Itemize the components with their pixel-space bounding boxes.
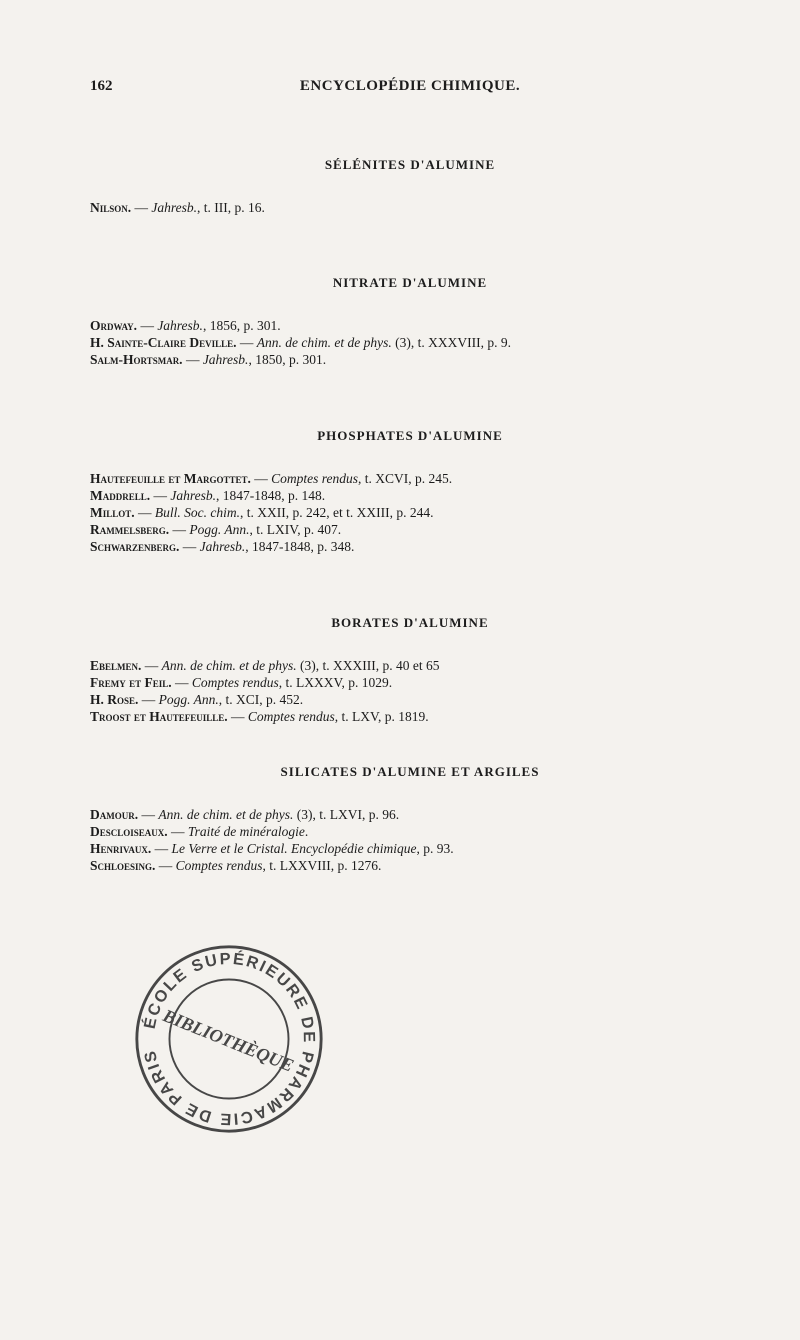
entry-reference: Ann. de chim. et de phys. xyxy=(158,807,294,822)
entry-separator: — xyxy=(138,692,159,707)
stamp-center-text: BIBLIOTHÈQUE xyxy=(160,1005,297,1076)
entry-author: H. Rose. xyxy=(90,692,139,707)
entry-author: Schloesing. xyxy=(90,858,156,873)
entry-separator: — xyxy=(250,471,272,486)
entry-reference: Le Verre et le Cristal. Encyclopédie chimique xyxy=(171,841,417,856)
entry-detail: , p. 93. xyxy=(416,841,454,856)
entry-author: Descloiseaux. xyxy=(90,824,168,839)
section-nitrate xyxy=(90,275,730,368)
entry-detail: (3), t. LXVI, p. 96. xyxy=(293,807,400,822)
bib-entry xyxy=(90,857,730,874)
entry-separator: — xyxy=(155,858,176,873)
bib-entry xyxy=(90,538,730,555)
bib-entry xyxy=(90,674,730,691)
entry-reference: Comptes rendus xyxy=(247,709,335,724)
entry-reference: Jahresb. xyxy=(199,539,246,554)
entry-author: Fremy et Feil. xyxy=(90,675,172,690)
bib-entry xyxy=(90,504,730,521)
entry-detail: , t. LXXXV, p. 1029. xyxy=(278,675,393,690)
entry-detail: , t. LXV, p. 1819. xyxy=(334,709,429,724)
section-title: SÉLÉNITES D'ALUMINE xyxy=(324,157,496,172)
entry-author: Troost et Hautefeuille. xyxy=(90,709,228,724)
entry-author: H. Sainte-Claire Deville. xyxy=(90,335,237,350)
bib-entry xyxy=(90,823,730,840)
running-title: ENCYCLOPÉDIE CHIMIQUE. xyxy=(299,78,521,94)
entry-reference: Comptes rendus xyxy=(271,471,359,486)
entry-reference: Jahresb. xyxy=(157,318,203,333)
bib-entry xyxy=(90,317,730,334)
entry-author: Hautefeuille et Margottet. xyxy=(90,471,251,486)
bib-entry xyxy=(90,334,730,351)
entry-detail: (3), t. XXXVIII, p. 9. xyxy=(391,335,511,350)
bib-entry xyxy=(90,840,730,857)
bib-entry xyxy=(90,691,730,708)
entry-author: Damour. xyxy=(90,807,139,822)
entry-detail: , t. LXIV, p. 407. xyxy=(249,522,342,537)
section-title: PHOSPHATES D'ALUMINE xyxy=(317,428,503,443)
bib-entry xyxy=(90,657,730,674)
bib-entry xyxy=(90,487,730,504)
entry-separator: — xyxy=(137,318,158,333)
entry-detail: . xyxy=(304,824,309,839)
entry-detail: , t. III, p. 16. xyxy=(197,200,265,215)
entry-detail: (3), t. XXXIII, p. 40 et 65 xyxy=(296,658,440,673)
entry-separator: — xyxy=(138,807,159,822)
entry-reference: Jahresb. xyxy=(151,200,198,215)
entry-author: Rammelsberg. xyxy=(90,522,170,537)
section-phosphates xyxy=(90,428,730,555)
section-title: NITRATE D'ALUMINE xyxy=(332,275,488,290)
entry-author: Maddrell. xyxy=(90,488,151,503)
stamp-ring-text: ÉCOLE SUPÉRIEURE DE PHARMACIE DE PARIS xyxy=(140,949,318,1129)
bib-entry xyxy=(90,521,730,538)
entry-detail: , 1847-1848, p. 148. xyxy=(216,488,326,503)
bib-entry xyxy=(90,199,730,216)
entry-author: Ebelmen. xyxy=(90,658,142,673)
entry-reference: Pogg. Ann. xyxy=(189,522,250,537)
page-header xyxy=(90,78,730,102)
entry-detail: , 1847-1848, p. 348. xyxy=(245,539,355,554)
entry-separator: — xyxy=(141,658,162,673)
entry-separator: — xyxy=(236,335,257,350)
section-title: BORATES D'ALUMINE xyxy=(331,615,489,630)
entry-separator: — xyxy=(167,824,188,839)
entry-detail: , t. XCI, p. 452. xyxy=(218,692,304,707)
entry-reference: Comptes rendus xyxy=(191,675,279,690)
section-silicates xyxy=(90,764,730,874)
entry-detail: , t. XXII, p. 242, et t. XXIII, p. 244. xyxy=(240,505,434,520)
page-number: 162 xyxy=(90,78,113,94)
library-stamp xyxy=(133,943,325,1135)
entry-separator: — xyxy=(131,200,152,215)
entry-author: Henrivaux. xyxy=(90,841,152,856)
entry-separator: — xyxy=(171,675,192,690)
entry-reference: Comptes rendus xyxy=(175,858,263,873)
entry-reference: Ann. de chim. et de phys. xyxy=(256,335,392,350)
entry-author: Millot. xyxy=(90,505,135,520)
entry-author: Nilson. xyxy=(90,200,132,215)
bib-entry xyxy=(90,806,730,823)
entry-reference: Ann. de chim. et de phys. xyxy=(161,658,297,673)
entry-reference: Traité de minéralogie xyxy=(187,824,305,839)
section-selenites xyxy=(90,157,730,216)
entry-separator: — xyxy=(182,352,203,367)
section-borates xyxy=(90,615,730,725)
entry-separator: — xyxy=(134,505,155,520)
entry-author: Ordway. xyxy=(90,318,138,333)
entry-detail: , 1850, p. 301. xyxy=(248,352,327,367)
bib-entry xyxy=(90,351,730,368)
bib-entry xyxy=(90,470,730,487)
entry-author: Schwarzenberg. xyxy=(90,539,180,554)
entry-separator: — xyxy=(151,841,172,856)
entry-reference: Bull. Soc. chim. xyxy=(154,505,240,520)
entry-detail: , t. XCVI, p. 245. xyxy=(358,471,453,486)
entry-detail: , t. LXXVIII, p. 1276. xyxy=(262,858,382,873)
entry-detail: , 1856, p. 301. xyxy=(202,318,281,333)
section-title: SILICATES D'ALUMINE ET ARGILES xyxy=(280,764,540,779)
entry-author: Salm-Hortsmar. xyxy=(90,352,183,367)
entry-separator: — xyxy=(179,539,200,554)
entry-reference: Pogg. Ann. xyxy=(158,692,219,707)
entry-separator: — xyxy=(169,522,190,537)
entry-separator: — xyxy=(227,709,248,724)
bib-entry xyxy=(90,708,730,725)
entry-separator: — xyxy=(150,488,171,503)
entry-reference: Jahresb. xyxy=(170,488,216,503)
entry-reference: Jahresb. xyxy=(202,352,249,367)
